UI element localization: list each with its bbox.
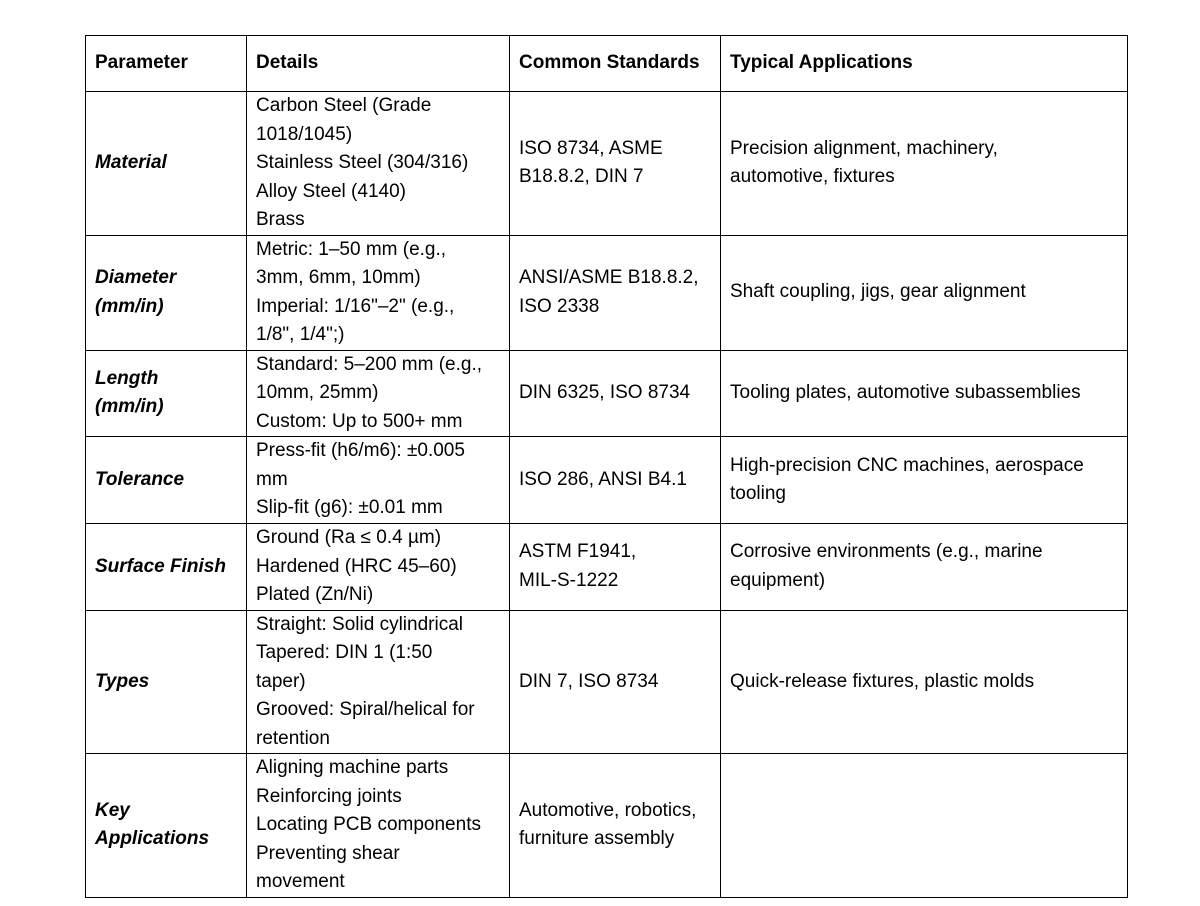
parameter-cell (86, 350, 247, 437)
details-cell (247, 524, 510, 611)
parameter-cell (86, 235, 247, 350)
parameter-cell (86, 524, 247, 611)
applications-cell (721, 350, 1128, 437)
header-details: Details (247, 36, 510, 92)
details-line: Stainless Steel (304/316) (256, 152, 469, 173)
details-line: retention (256, 727, 330, 749)
applications-cell-empty (721, 754, 1128, 898)
details-line: Press-fit (h6/m6): ±0.005 (256, 440, 465, 462)
details-cell (247, 610, 510, 754)
parameter-label: Material (95, 152, 167, 173)
applications-line: Corrosive environments (e.g., marine (730, 541, 1043, 563)
details-line: Hardened (HRC 45–60) (256, 555, 457, 577)
standards-cell (510, 350, 721, 437)
standards-line: ANSI/ASME B18.8.2, (519, 267, 699, 288)
details-line: Custom: Up to 500+ mm (256, 410, 463, 432)
details-line: Standard: 5–200 mm (e.g., (256, 353, 483, 375)
standards-cell (510, 92, 721, 236)
standards-line: B18.8.2, DIN 7 (519, 166, 644, 188)
details-line: movement (256, 871, 345, 892)
standards-line: furniture assembly (519, 828, 675, 850)
details-line: 3mm, 6mm, 10mm) (256, 267, 421, 288)
applications-line: Quick-release fixtures, plastic molds (730, 670, 1035, 692)
header-parameter: Parameter (86, 36, 247, 92)
standards-cell (510, 437, 721, 524)
standards-cell (510, 524, 721, 611)
standards-line: ISO 2338 (519, 295, 600, 317)
parameter-cell (86, 437, 247, 524)
table-row-key-applications (86, 754, 1128, 898)
applications-line: Precision alignment, machinery, (730, 137, 998, 159)
applications-line: automotive, fixtures (730, 166, 895, 188)
details-cell (247, 235, 510, 350)
parameter-cell (86, 610, 247, 754)
standards-line: ISO 286, ANSI B4.1 (519, 468, 687, 490)
applications-line: Shaft coupling, jigs, gear alignment (730, 281, 1026, 303)
details-line: Aligning machine parts (256, 757, 449, 778)
parameter-label: Applications (95, 828, 210, 850)
details-line: Preventing shear (256, 842, 400, 864)
applications-cell (721, 92, 1128, 236)
table-row-types (86, 610, 1128, 754)
table-row-tolerance (86, 437, 1128, 524)
applications-line: equipment) (730, 569, 826, 591)
details-line: Alloy Steel (4140) (256, 180, 406, 202)
table-row-surface-finish (86, 524, 1128, 611)
details-line: Slip-fit (g6): ±0.01 mm (256, 497, 443, 519)
table-header-row (86, 36, 1128, 92)
parameter-label: Types (95, 670, 150, 692)
details-line: Grooved: Spiral/helical for (256, 699, 475, 720)
applications-line: tooling (730, 483, 786, 504)
details-line: Ground (Ra ≤ 0.4 µm) (256, 527, 442, 548)
details-line: Imperial: 1/16"–2" (e.g., (256, 295, 455, 317)
parameter-cell (86, 92, 247, 236)
standards-line: ASTM F1941, (519, 541, 637, 563)
table-row-length (86, 350, 1128, 437)
details-cell (247, 92, 510, 236)
details-line: Tapered: DIN 1 (1:50 (256, 642, 433, 663)
parameter-label: (mm/in) (95, 396, 164, 418)
table-row-diameter (86, 235, 1128, 350)
details-line: Plated (Zn/Ni) (256, 584, 374, 605)
applications-cell (721, 610, 1128, 754)
standards-line: DIN 7, ISO 8734 (519, 670, 659, 692)
standards-cell (510, 235, 721, 350)
details-line: Carbon Steel (Grade (256, 95, 432, 116)
parameter-label: Diameter (95, 267, 177, 288)
applications-cell (721, 524, 1128, 611)
standards-line: DIN 6325, ISO 8734 (519, 382, 691, 403)
standards-cell (510, 610, 721, 754)
details-line: Locating PCB components (256, 814, 481, 835)
details-cell (247, 350, 510, 437)
header-typical-applications: Typical Applications (721, 36, 1128, 92)
standards-line: ISO 8734, ASME (519, 137, 663, 159)
standards-cell (510, 754, 721, 898)
parameter-label: Key (95, 799, 130, 821)
parameter-label: Tolerance (95, 468, 185, 490)
details-line: taper) (256, 670, 306, 692)
table-row-material (86, 92, 1128, 236)
standards-line: MIL-S-1222 (519, 569, 619, 591)
details-cell (247, 437, 510, 524)
applications-cell (721, 235, 1128, 350)
applications-line: High-precision CNC machines, aerospace (730, 454, 1084, 476)
header-common-standards: Common Standards (510, 36, 721, 92)
details-line: 1/8", 1/4";) (256, 324, 345, 345)
details-line: Reinforcing joints (256, 785, 402, 807)
parameter-label: Length (95, 367, 159, 389)
parameter-cell (86, 754, 247, 898)
details-line: mm (256, 468, 288, 490)
details-cell (247, 754, 510, 898)
details-line: Metric: 1–50 mm (e.g., (256, 238, 447, 260)
parameter-label: (mm/in) (95, 295, 164, 317)
details-line: 1018/1045) (256, 123, 353, 145)
details-line: 10mm, 25mm) (256, 382, 379, 403)
specifications-table (85, 35, 1128, 898)
details-line: Straight: Solid cylindrical (256, 613, 463, 635)
standards-line: Automotive, robotics, (519, 799, 697, 821)
applications-line: Tooling plates, automotive subassemblies (730, 382, 1081, 403)
details-line: Brass (256, 209, 305, 230)
applications-cell (721, 437, 1128, 524)
parameter-label: Surface Finish (95, 555, 226, 577)
